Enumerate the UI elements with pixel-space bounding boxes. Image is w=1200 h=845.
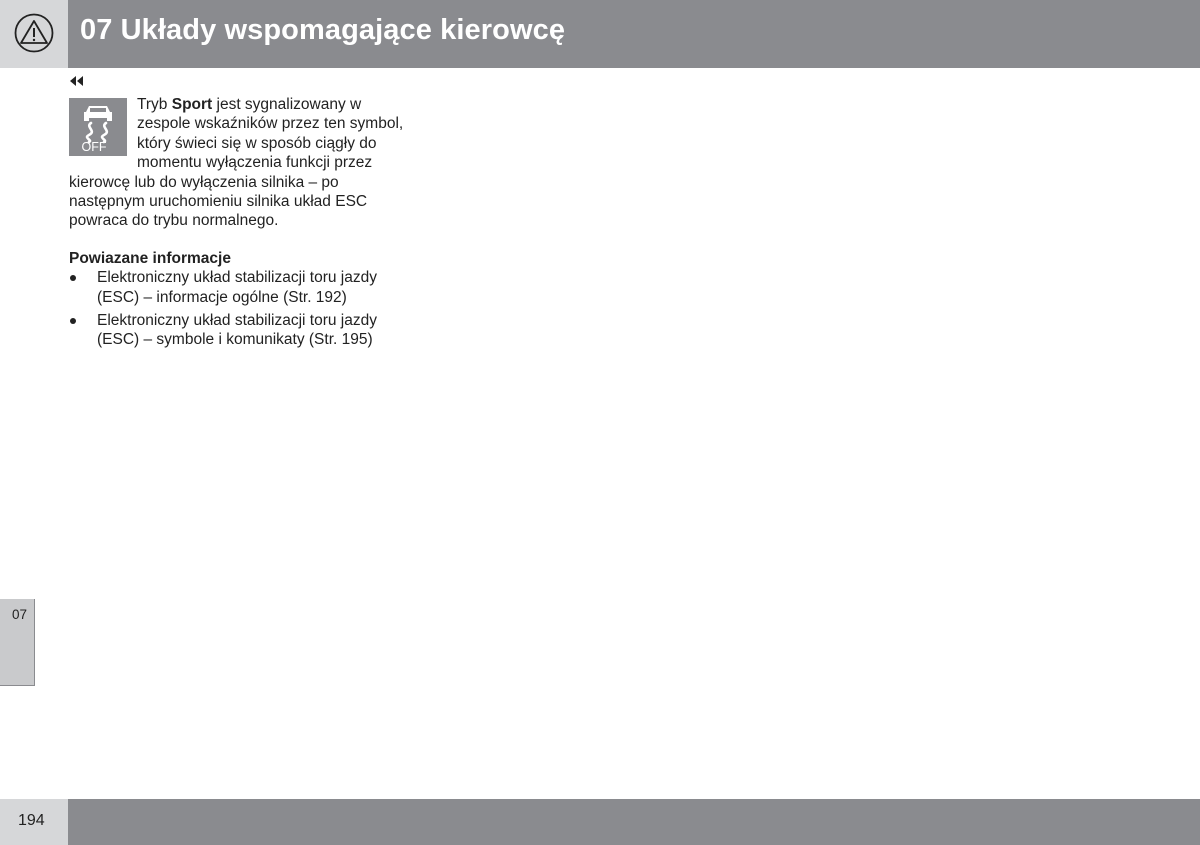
related-info-list [69, 268, 409, 350]
bullet-icon [70, 318, 76, 324]
list-item[interactable] [69, 311, 409, 350]
related-link[interactable]: Elektroniczny układ stabilizacji toru jazdy (ESC) – informacje ogólne (Str. 192) [97, 269, 377, 306]
list-item[interactable] [69, 268, 409, 307]
page-number: 194 [18, 812, 45, 829]
esc-off-label: OFF [81, 140, 107, 154]
paragraph-text-start: Tryb [137, 96, 172, 113]
paragraph-text-end: jest sygnalizowany w zespole wskaźników przez ten symbol, który świeci się w sposób ciągły do momentu wyłączenia funkcji przez kierowcę lub do wyłączenia silnika – po następnym uruchomieniu silnika układ ESC powraca do trybu normalnego. [69, 96, 404, 230]
related-link[interactable]: Elektroniczny układ stabilizacji toru jazdy (ESC) – symbole i komunikaty (Str. 195) [97, 312, 377, 349]
chapter-side-tab [0, 599, 35, 686]
double-chevron-left-icon [68, 74, 88, 88]
related-info-heading: Powiazane informacje [69, 249, 231, 267]
header-bar [68, 0, 1200, 68]
side-tab-label: 07 [12, 607, 28, 622]
bullet-icon [70, 275, 76, 281]
main-content [69, 95, 409, 354]
paragraph-bold-sport: Sport [171, 96, 213, 113]
warning-triangle-icon [14, 13, 54, 53]
header-icon-panel [0, 0, 68, 68]
footer-bar [68, 799, 1200, 845]
page-number-box [0, 799, 68, 845]
chapter-title: 07 Układy wspomagające kierowcę [80, 14, 566, 46]
esc-off-icon [69, 98, 127, 156]
